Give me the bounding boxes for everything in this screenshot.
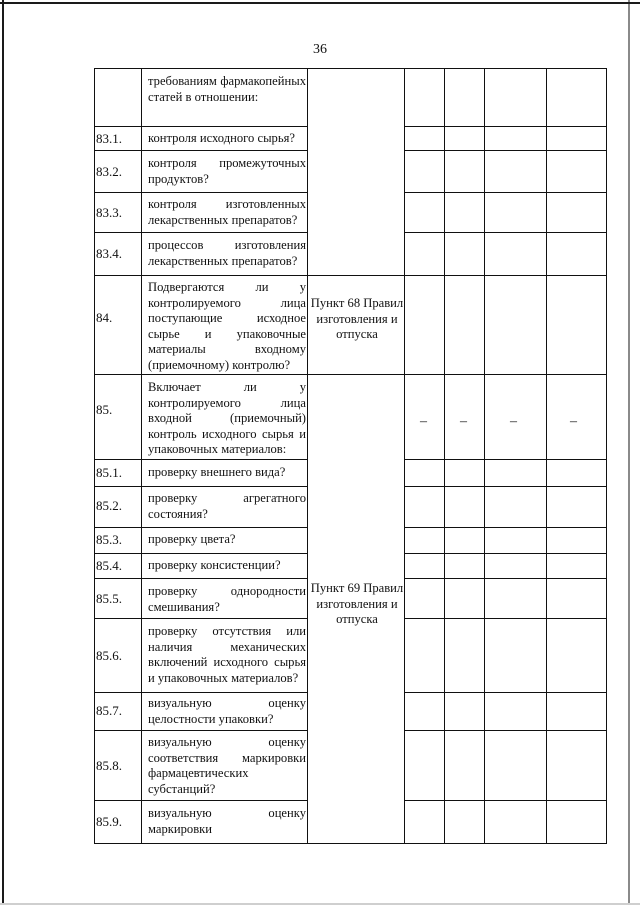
column-divider-reference [404,68,405,843]
question-text: Включает ли у контролируемого лица входной (приемочный) контроль исходного сырья и упаковочных материалов: [148,380,306,456]
reference-text: Пункт 69 Правил изготовления и отпуска [310,581,404,626]
row-divider [404,618,607,619]
question-text: проверку агрегатного состояния? [148,491,306,521]
row-divider [94,527,308,528]
row-divider [404,486,607,487]
question-text: проверку однородности смешивания? [148,584,306,614]
row-divider [94,553,308,554]
scan-border-top [0,2,640,4]
row-divider [94,126,308,127]
table-border-left [94,68,95,843]
row-divider [94,730,308,731]
table-border-top [94,68,607,69]
scan-border-right [628,0,630,905]
item-number: 85.4. [96,558,122,573]
row-divider [404,232,607,233]
item-number: 85. [96,402,113,417]
question-text: контроля промежуточных продуктов? [148,156,306,186]
answer-dash: – [420,414,427,429]
row-divider [404,553,607,554]
row-divider [94,692,308,693]
row-divider [94,800,308,801]
row-divider [94,192,308,193]
item-number: 83.3. [96,205,122,220]
column-divider-question [307,68,308,843]
row-divider [94,618,308,619]
question-text: визуальную оценку целостности упаковки? [148,696,306,726]
item-number: 85.7. [96,703,122,718]
row-divider [404,730,607,731]
question-text: Подвергаются ли у контролируемого лица поступающие исходное сырье и упаковочные материалы входному (приемочному) контролю? [148,280,306,372]
item-number: 85.3. [96,532,122,547]
row-divider [94,275,607,276]
item-number: 85.2. [96,498,122,513]
column-divider-answer-2 [484,68,485,843]
row-divider [404,692,607,693]
answer-dash: – [570,414,577,429]
question-text: требованиям фармакопейных статей в отношении: [148,74,306,104]
question-text: проверку отсутствия или наличия механических включений исходного сырья и упаковочных материалов? [148,624,306,685]
question-text: визуальную оценку соответствия маркировки фармацевтических субстанций? [148,735,306,796]
item-number: 83.1. [96,131,122,146]
answer-dash: – [510,414,517,429]
row-divider [94,150,308,151]
row-divider [94,486,308,487]
item-number: 83.2. [96,164,122,179]
item-number: 85.5. [96,591,122,606]
table-border-bottom [94,843,607,844]
row-divider [94,459,308,460]
answer-dash: – [460,414,467,429]
item-number: 85.1. [96,465,122,480]
item-number: 84. [96,310,113,325]
row-divider [94,232,308,233]
item-number: 85.9. [96,814,122,829]
row-divider [404,527,607,528]
row-divider [404,126,607,127]
column-divider-answer-3 [546,68,547,843]
row-divider [404,578,607,579]
item-number: 85.6. [96,648,122,663]
item-number: 83.4. [96,246,122,261]
question-text: проверку консистенции? [148,558,281,572]
question-text: визуальную оценку маркировки [148,806,306,836]
row-divider [94,374,607,375]
question-text: проверку цвета? [148,532,236,546]
reference-text: Пункт 68 Правил изготовления и отпуска [310,296,404,341]
question-text: проверку внешнего вида? [148,465,286,479]
item-number: 85.8. [96,758,122,773]
table-border-right [606,68,607,843]
scan-border-left [2,0,4,905]
row-divider [94,578,308,579]
row-divider [404,192,607,193]
row-divider [404,459,607,460]
question-text: процессов изготовления лекарственных препаратов? [148,238,306,268]
row-divider [404,800,607,801]
question-text: контроля изготовленных лекарственных препаратов? [148,197,306,227]
question-text: контроля исходного сырья? [148,131,295,145]
column-divider-answer-1 [444,68,445,843]
page-number: 36 [313,42,327,57]
column-divider-num [141,68,142,843]
row-divider [404,150,607,151]
